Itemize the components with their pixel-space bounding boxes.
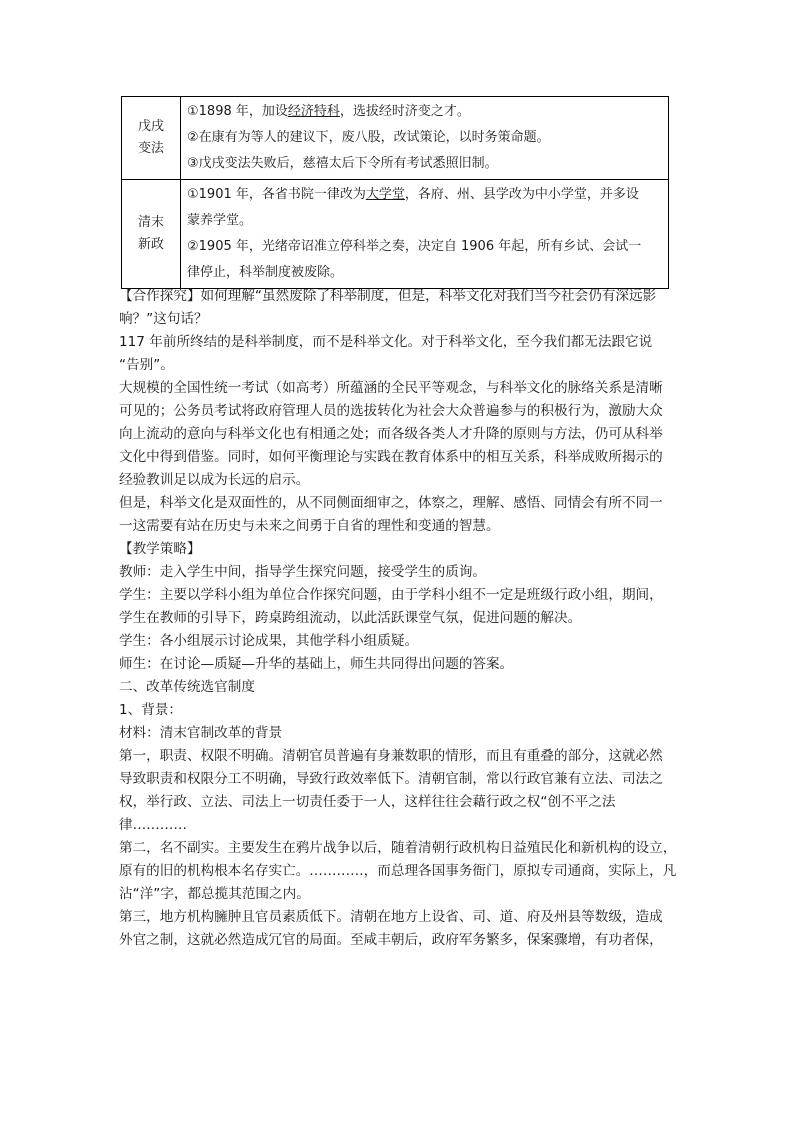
text-line: 沾“洋”字，都总揽其范围之内。 [119, 886, 310, 902]
row-content [181, 97, 669, 180]
section-heading: 二、改革传统选官制度 [119, 679, 255, 695]
text-line: 学生：各小组展示讨论成果，其他学科小组质疑。 [119, 633, 419, 649]
text-line: 学生在教师的引导下，跨桌跨组流动，以此活跃课堂气氛，促进问题的解决。 [119, 610, 582, 626]
text-line: 向上流动的意向与科举文化也有相通之处；而各级各类人才升降的原则与方法，仍可从科举 [119, 426, 663, 442]
text-line: 外官之制，这就必然造成冗官的局面。至咸丰朝后，政府军务繁多，保案骤增，有功者保， [119, 932, 663, 948]
list-item: ③戊戌变法失败后，慈禧太后下令所有考试悉照旧制。 [187, 156, 498, 171]
text-line: 【合作探究】如何理解“虽然废除了科举制度，但是，科举文化对我们当今社会仍有深远影 [119, 288, 657, 304]
list-item: ②在康有为等人的建议下，废八股，改试策论，以时务策命题。 [187, 130, 550, 145]
text-line: 教师：走入学生中间，指导学生探究问题，接受学生的质询。 [119, 564, 487, 580]
row-content [181, 180, 669, 289]
row-label [122, 180, 181, 289]
text-line: 响？”这句话？ [119, 311, 208, 327]
text-line: 一这需要有站在历史与未来之间勇于自省的理性和变通的智慧。 [119, 518, 500, 534]
text-line: 大规模的全国性统一考试（如高考）所蕴涵的全民平等观念，与科举文化的脉络关系是清晰 [119, 380, 663, 396]
list-item-continued: 蒙养学堂。 [187, 213, 253, 228]
subsection-heading: 1、背景： [119, 702, 183, 718]
text-line: 学生：主要以学科小组为单位合作探究问题，由于学科小组不一定是班级行政小组，期间， [119, 587, 663, 603]
text-line: 第三，地方机构臃肿且官员素质低下。清朝在地方上设省、司、道、府及州县等数级，造成 [119, 909, 663, 925]
text-line: 权，举行政、立法、司法上一切责任委于一人，这样往往会藉行政之权“创不平之法 [119, 794, 616, 810]
text-line: 材料：清末官制改革的背景 [119, 725, 283, 741]
text-line: 但是，科举文化是双面性的，从不同侧面细审之，体察之，理解、感悟、同情会有所不同一 [119, 495, 663, 511]
text-line: 第一，职责、权限不明确。清朝官员普遍有身兼数职的情形，而且有重叠的部分，这就必然 [119, 748, 663, 764]
table-row [122, 97, 669, 180]
section-heading: 【教学策略】 [119, 541, 201, 557]
text-line: 原有的旧的机构根本名存实亡。…………，而总理各国事务衙门，原拟专司通商，实际上，凡 [119, 863, 677, 879]
underlined-term: 经济特科 [287, 104, 340, 119]
text-line: 文化中得到借鉴。同时，如何平衡理论与实践在教育体系中的相互关系，科举成败所揭示的 [119, 449, 663, 465]
text-line: 117 年前所终结的是科举制度，而不是科举文化。对于科举文化，至今我们都无法跟它说 [119, 334, 653, 350]
text-line: 师生：在讨论—质疑—升华的基础上，师生共同得出问题的答案。 [119, 656, 514, 672]
text-line: 可见的；公务员考试将政府管理人员的选拔转化为社会大众普遍参与的积极行为，激励大众 [119, 403, 663, 419]
text-line: 律………… [119, 817, 187, 833]
text-line: 导致职责和权限分工不明确，导致行政效率低下。清朝官制，常以行政官兼有立法、司法之 [119, 771, 663, 787]
text-line: “告别”。 [119, 357, 174, 373]
underlined-term: 大学堂 [365, 187, 405, 202]
row-label [122, 97, 181, 180]
table-row [122, 180, 669, 289]
row-label-line: 变法 [137, 141, 164, 156]
document-body [119, 285, 684, 952]
text-line: 经验教训足以成为长远的启示。 [119, 472, 310, 488]
list-item: ①1901 年，各省书院一律改为大学堂，各府、州、县学改为中小学堂，并多设 [187, 187, 639, 202]
row-label-line: 戊戌 [137, 119, 164, 134]
row-label-line: 新政 [137, 237, 164, 252]
text-line: 第二，名不副实。主要发生在鸦片战争以后，随着清朝行政机构日益殖民化和新机构的设立， [119, 840, 677, 856]
list-item: ①1898 年，加设经济特科，选拔经时济变之才。 [187, 104, 470, 119]
reform-table [121, 96, 669, 289]
row-label-line: 清末 [137, 215, 164, 230]
list-item-continued: 律停止，科举制度被废除。 [187, 265, 344, 280]
list-item: ②1905 年，光绪帝诏准立停科举之奏，决定自 1906 年起，所有乡试、会试一 [187, 239, 642, 254]
